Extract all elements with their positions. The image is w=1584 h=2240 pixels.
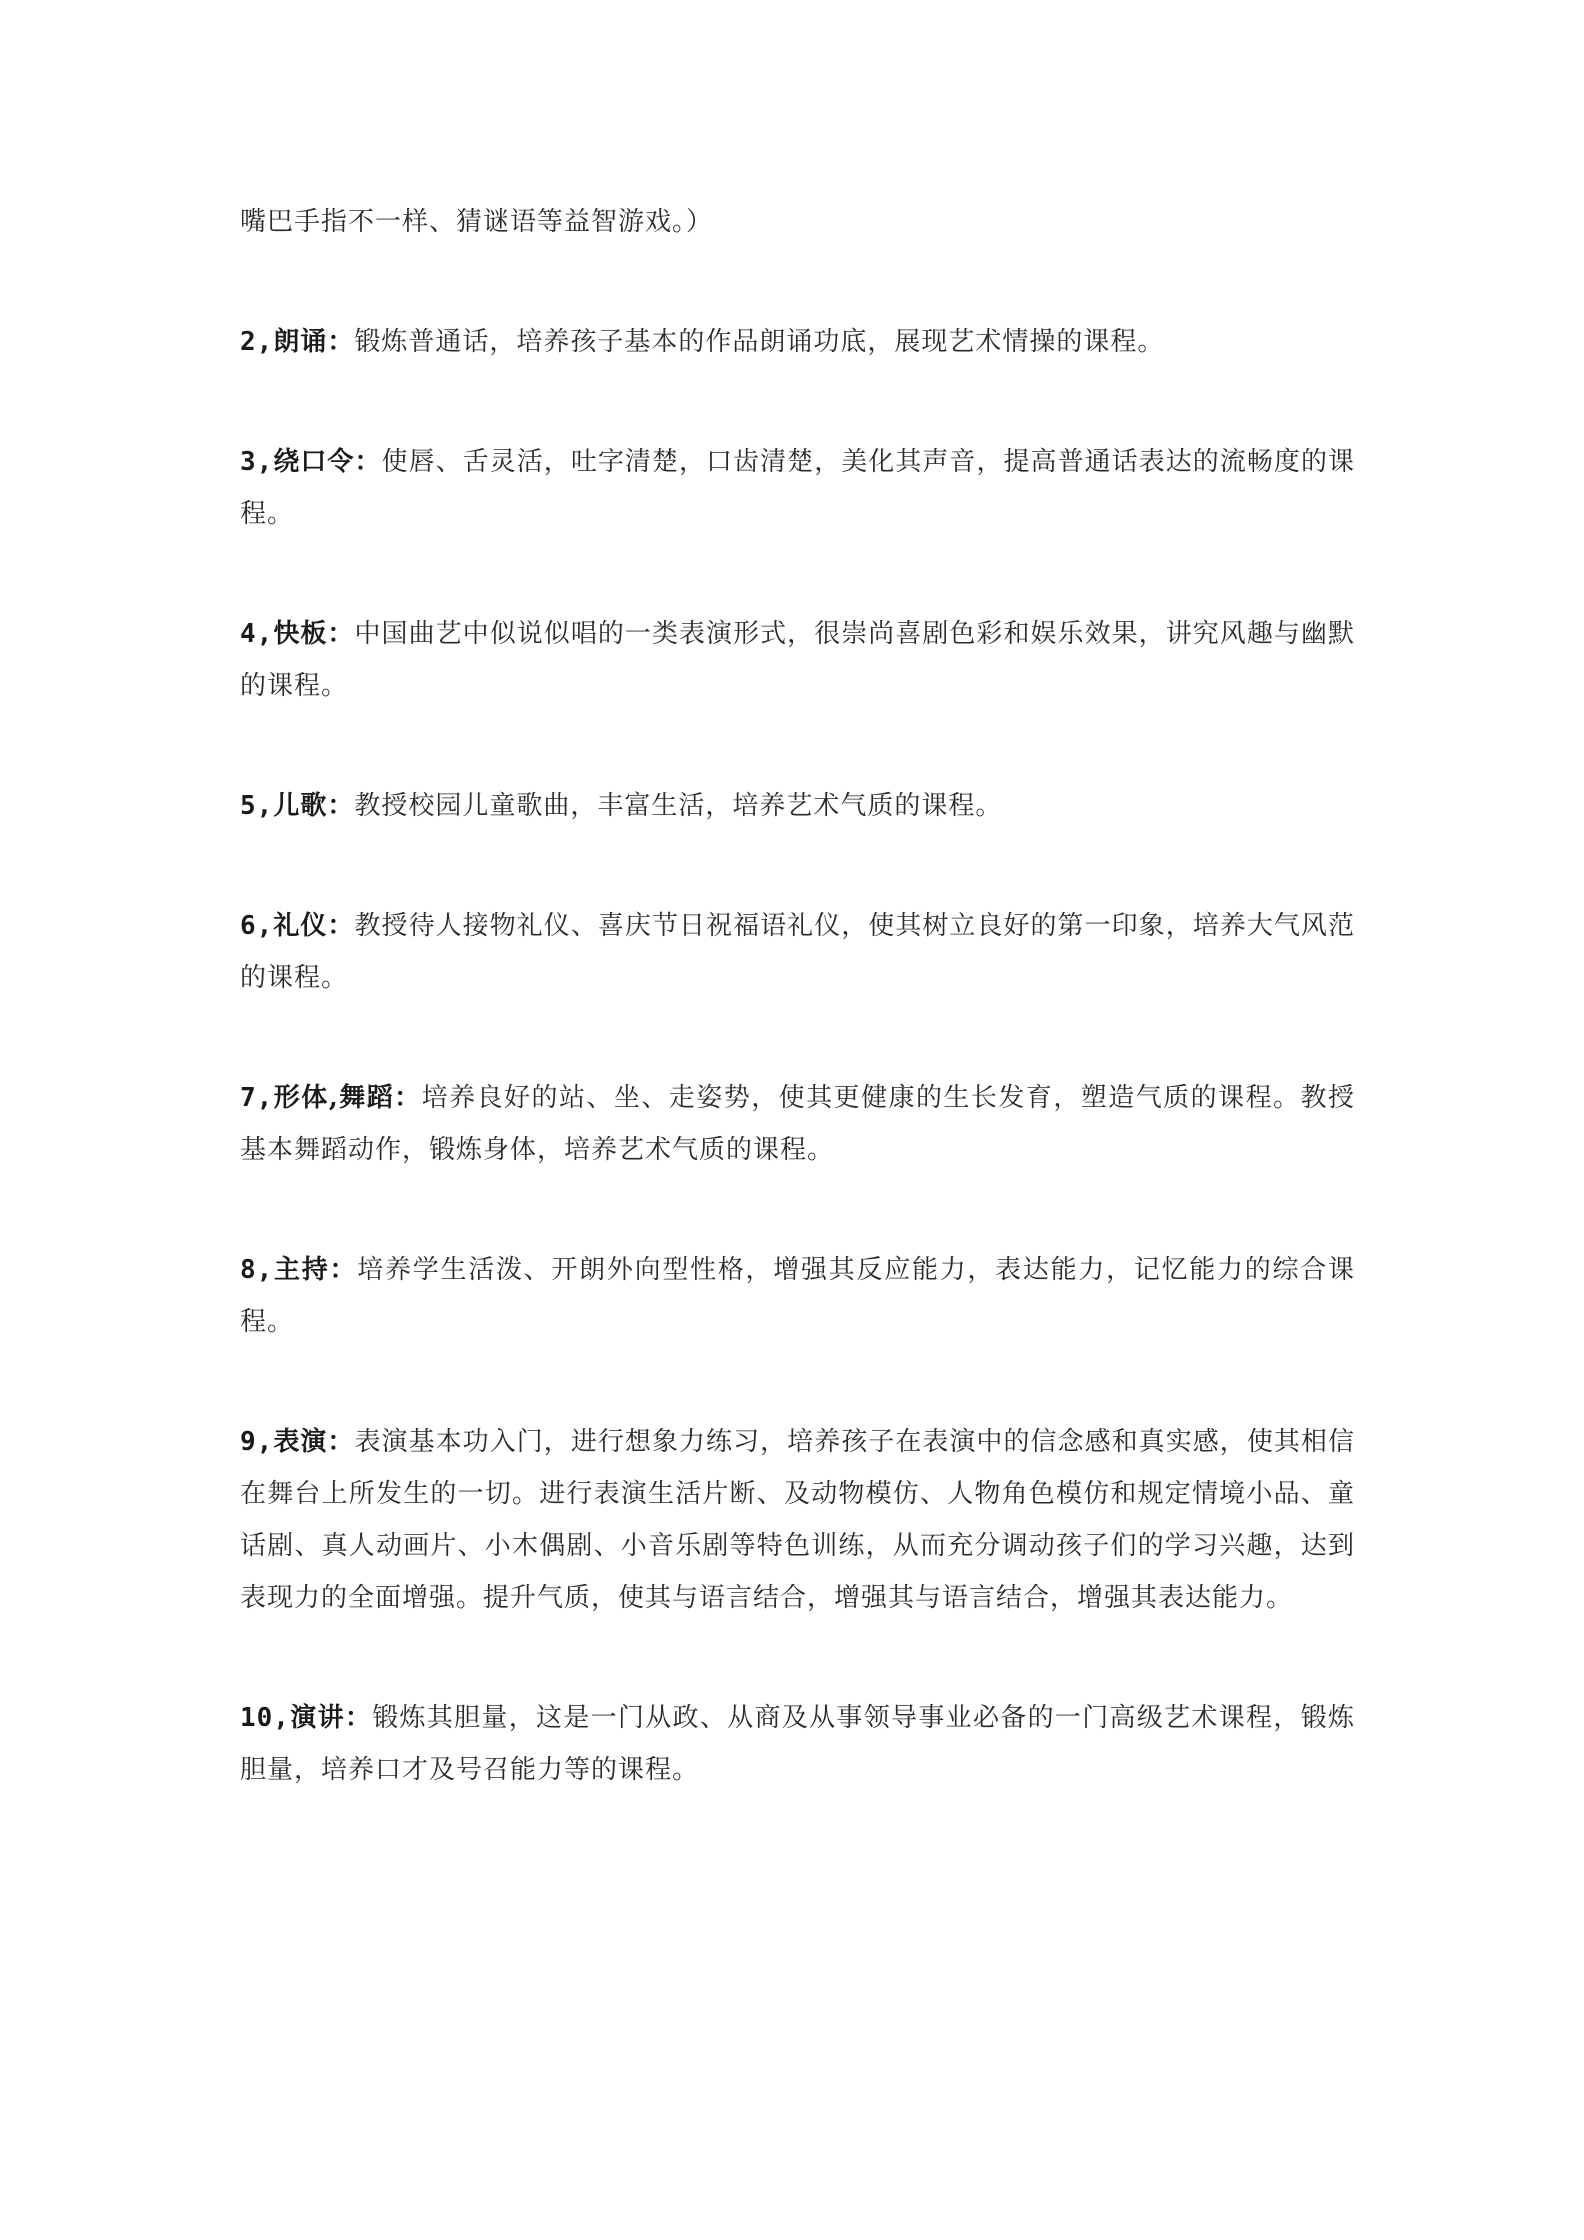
- course-heading: [240, 1427, 354, 1457]
- course-title: 快板：: [273, 619, 355, 649]
- course-description: 中国曲艺中似说似唱的一类表演形式，很崇尚喜剧色彩和娱乐效果，讲究风趣与幽默的课程。: [240, 619, 1355, 701]
- course-number: 4,: [240, 619, 274, 649]
- course-item-6: [240, 900, 1355, 1004]
- course-item-8: [240, 1244, 1355, 1348]
- course-heading: [240, 791, 354, 821]
- course-description: 使唇、舌灵活，吐字清楚，口齿清楚，美化其声音，提高普通话表达的流畅度的课程。: [240, 447, 1355, 529]
- course-number: 3,: [240, 447, 274, 477]
- course-title: 形体,舞蹈：: [273, 1083, 422, 1113]
- course-title: 演讲：: [289, 1703, 373, 1733]
- course-number: 2,: [240, 327, 274, 357]
- course-number: 9,: [240, 1427, 274, 1457]
- course-number: 6,: [240, 911, 274, 941]
- course-item-3: [240, 436, 1355, 540]
- course-heading: [240, 1083, 422, 1113]
- course-heading: [240, 619, 354, 649]
- course-description: 教授校园儿童歌曲，丰富生活，培养艺术气质的课程。: [354, 791, 1003, 821]
- course-item-10: [240, 1692, 1355, 1796]
- course-title: 儿歌：: [273, 791, 355, 821]
- course-heading: [240, 1255, 357, 1285]
- course-item-5: [240, 780, 1355, 832]
- course-number: 7,: [240, 1083, 274, 1113]
- course-heading: [240, 1703, 372, 1733]
- intro-line: 嘴巴手指不一样、猜谜语等益智游戏。）: [240, 207, 714, 237]
- course-number: 10,: [240, 1703, 290, 1733]
- course-heading: [240, 911, 354, 941]
- course-item-9: [240, 1416, 1355, 1624]
- course-number: 5,: [240, 791, 274, 821]
- course-description: 锻炼其胆量，这是一门从政、从商及从事领导事业必备的一门高级艺术课程，锻炼胆量，培养口才及号召能力等的课程。: [240, 1703, 1355, 1785]
- course-description: 培养良好的站、坐、走姿势，使其更健康的生长发育，塑造气质的课程。教授基本舞蹈动作，锻炼身体，培养艺术气质的课程。: [240, 1083, 1355, 1165]
- course-description: 表演基本功入门，进行想象力练习，培养孩子在表演中的信念感和真实感，使其相信在舞台上所发生的一切。进行表演生活片断、及动物模仿、人物角色模仿和规定情境小品、童话剧、真人动画片、小木偶剧、小音乐剧等特色训练，从而充分调动孩子们的学习兴趣，达到表现力的全面增强。提升气质，使其与语言结合，增强其与语言结合，增强其表达能力。: [240, 1427, 1355, 1613]
- course-number: 8,: [240, 1255, 274, 1285]
- course-description: 培养学生活泼、开朗外向型性格，增强其反应能力，表达能力，记忆能力的综合课程。: [240, 1255, 1355, 1337]
- course-description: 教授待人接物礼仪、喜庆节日祝福语礼仪，使其树立良好的第一印象，培养大气风范的课程。: [240, 911, 1355, 993]
- course-title: 主持：: [273, 1255, 358, 1285]
- course-item-2: [240, 316, 1355, 368]
- course-item-4: [240, 608, 1355, 712]
- course-title: 礼仪：: [273, 911, 355, 941]
- course-title: 绕口令：: [273, 447, 382, 477]
- course-description: 锻炼普通话，培养孩子基本的作品朗诵功底，展现艺术情操的课程。: [354, 327, 1165, 357]
- course-title: 朗诵：: [273, 327, 355, 357]
- course-heading: [240, 447, 382, 477]
- course-title: 表演：: [273, 1427, 355, 1457]
- course-item-7: [240, 1072, 1355, 1176]
- course-heading: [240, 327, 354, 357]
- document-body: [240, 196, 1355, 1796]
